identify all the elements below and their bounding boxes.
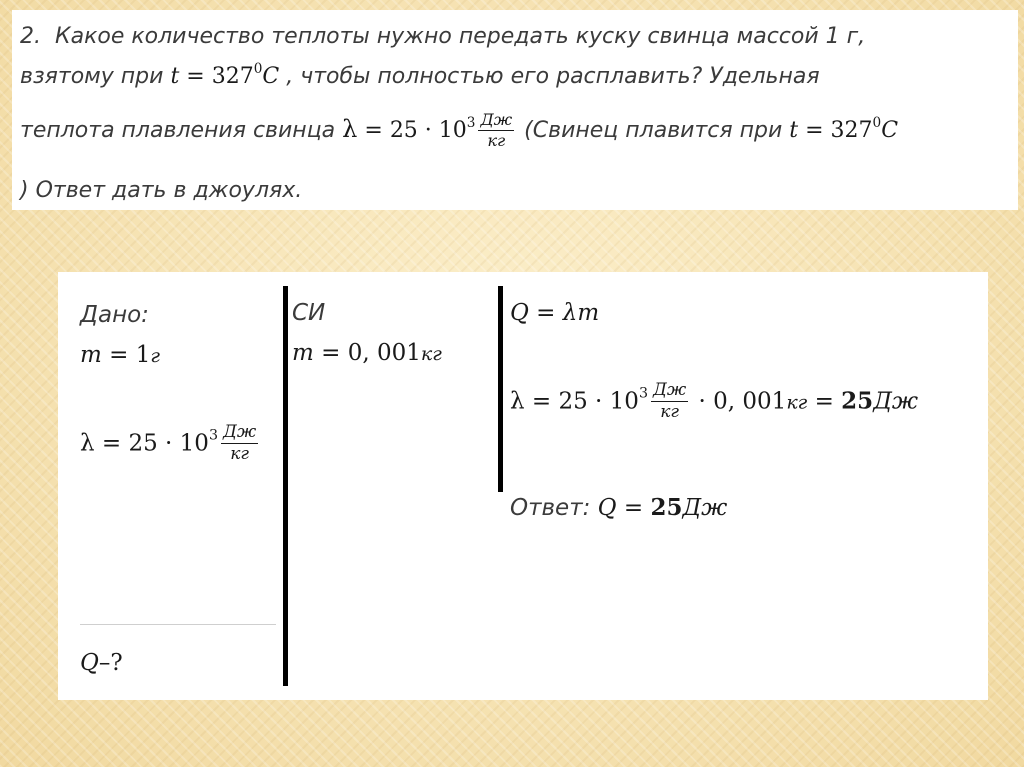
problem-text-3b: (Свинец плавится при <box>524 117 783 143</box>
temperature-value: $327^0C$ <box>830 114 899 143</box>
unit-fraction: $\frac{Дж}{кг}$ <box>480 110 513 151</box>
equals-sign: = <box>186 64 205 89</box>
solution-separator-bar <box>498 286 503 492</box>
problem-line-2 <box>20 60 820 89</box>
si-header: СИ <box>292 300 326 326</box>
problem-statement-panel <box>12 10 1018 210</box>
temperature-variable: t <box>789 117 799 143</box>
equals-sign: = <box>805 117 824 143</box>
lambda-value: $25 \cdot 10^3$ <box>389 114 476 143</box>
unit-fraction: $\frac{Дж}{кг}$ <box>653 380 687 423</box>
si-mass: m = 0, 001кг <box>292 340 442 366</box>
temperature-variable: t <box>170 64 180 89</box>
answer-label: Ответ: <box>510 495 591 521</box>
equals-sign: = <box>364 117 383 143</box>
solution-calculation: $\lambda = 25 \cdot 10^3$ $\frac{Дж}{кг}$ · 0, 001кг = 25Дж <box>510 380 919 423</box>
problem-text-2b: , чтобы полностью его расплавить? Удельная <box>286 64 820 89</box>
problem-text-4: ) Ответ дать в джоулях. <box>20 178 303 203</box>
answer-line: Ответ: Q = 25Дж <box>510 494 728 521</box>
given-divider <box>80 624 276 625</box>
solution-formula: Q = λm <box>510 300 600 326</box>
problem-text-1: Какое количество теплоты нужно передать куску свинца массой 1 г, <box>55 24 866 49</box>
problem-line-3 <box>20 110 898 152</box>
problem-text-3a: теплота плавления свинца <box>20 117 336 143</box>
given-mass: m = 1г <box>80 342 160 368</box>
given-find: Q–? <box>80 650 123 676</box>
unit-fraction: $\frac{Дж}{кг}$ <box>223 422 257 465</box>
problem-number: 2. <box>20 24 41 49</box>
solution-panel <box>58 272 988 700</box>
problem-line-4 <box>20 178 302 203</box>
temperature-value: $327^0C$ <box>211 60 280 89</box>
given-lambda: $\lambda = 25 \cdot 10^3$ $\frac{Дж}{кг}$ <box>80 422 257 465</box>
problem-text-2a: взятому при <box>20 64 164 89</box>
si-separator-bar <box>283 286 288 686</box>
problem-line-1 <box>20 24 865 49</box>
lambda-symbol: λ <box>342 114 358 143</box>
given-header: Дано: <box>80 302 149 328</box>
